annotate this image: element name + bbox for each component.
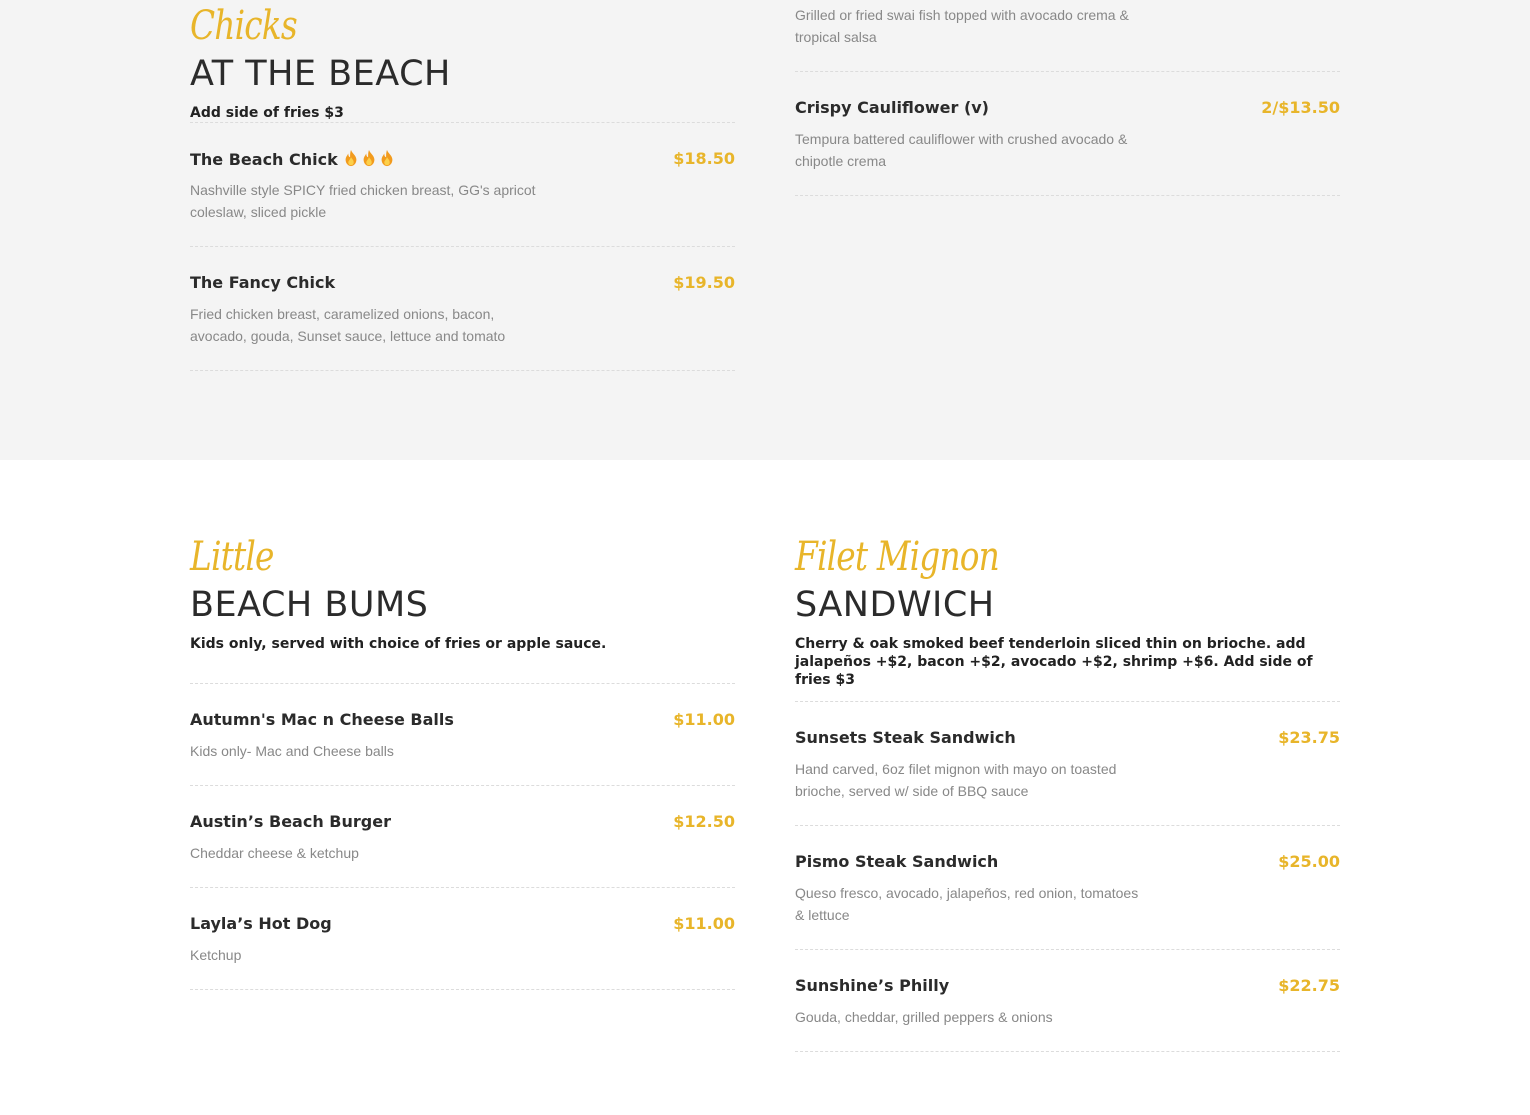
menu-item-price: $25.00: [1278, 852, 1340, 871]
menu-item-description: Hand carved, 6oz filet mignon with mayo on toasted brioche, served w/ side of BBQ sauce: [795, 761, 1117, 799]
menu-item: [795, 728, 1340, 823]
menu-section-right-top: [795, 0, 1340, 200]
divider: [795, 1051, 1340, 1052]
menu-item-description: Cheddar cheese & ketchup: [190, 845, 359, 861]
menu-section-chicks: [190, 4, 735, 374]
menu-item-price: $11.00: [673, 914, 735, 933]
menu-item-name: Sunsets Steak Sandwich: [795, 728, 1016, 747]
menu-item-price: 2/$13.50: [1261, 98, 1340, 117]
divider: [795, 71, 1340, 72]
divider: [795, 825, 1340, 826]
menu-item-name: Pismo Steak Sandwich: [795, 852, 999, 871]
divider: [190, 683, 735, 684]
menu-item-name: Sunshine’s Philly: [795, 976, 950, 995]
menu-item: [190, 914, 735, 984]
section-title: BEACH BUMS: [190, 585, 429, 625]
menu-item-name: Autumn's Mac n Cheese Balls: [190, 710, 454, 729]
fire-icon: [360, 149, 378, 167]
section-script-title: Little: [190, 534, 274, 580]
divider: [190, 370, 735, 371]
divider: [795, 701, 1340, 702]
menu-item-price: $19.50: [673, 273, 735, 292]
menu-item-description: Fried chicken breast, caramelized onions, bacon, avocado, gouda, Sunset sauce, lettuce and tomato: [190, 306, 506, 344]
menu-item-description: Grilled or fried swai fish topped with avocado crema & tropical salsa: [795, 7, 1129, 45]
menu-item: [795, 0, 1340, 64]
menu-item-name: Crispy Cauliflower (v): [795, 98, 989, 117]
menu-item-description: Ketchup: [190, 947, 242, 963]
section-title: AT THE BEACH: [190, 54, 451, 94]
section-title: SANDWICH: [795, 585, 995, 625]
menu-item: [795, 852, 1340, 947]
divider: [190, 989, 735, 990]
section-subtitle: Kids only, served with choice of fries or apple sauce.: [190, 636, 607, 652]
menu-item-description: Queso fresco, avocado, jalapeños, red onion, tomatoes & lettuce: [795, 885, 1139, 923]
section-script-title: Chicks: [190, 3, 297, 49]
menu-item: [190, 812, 735, 882]
menu-section-filet-mignon: [795, 535, 1340, 1055]
menu-item: [190, 273, 735, 368]
divider: [190, 785, 735, 786]
divider: [795, 949, 1340, 950]
menu-item: [795, 976, 1340, 1046]
section-subtitle: Add side of fries $3: [190, 105, 344, 121]
divider: [190, 887, 735, 888]
menu-item-price: $23.75: [1278, 728, 1340, 747]
menu-item: [795, 98, 1340, 193]
menu-item-description: Tempura battered cauliflower with crushed avocado & chipotle crema: [795, 131, 1128, 169]
section-subtitle: Cherry & oak smoked beef tenderloin sliced thin on brioche. add jalapeños +$2, bacon +$2, avocado +$2, shrimp +$6. Add side of fries $3: [795, 636, 1313, 688]
spicy-rating: [342, 149, 396, 172]
menu-item: [190, 710, 735, 780]
menu-item-price: $22.75: [1278, 976, 1340, 995]
menu-item-description: Kids only- Mac and Cheese balls: [190, 743, 394, 759]
menu-item-price: $12.50: [673, 812, 735, 831]
fire-icon: [378, 149, 396, 167]
section-script-title: Filet Mignon: [795, 534, 999, 580]
menu-item-price: $11.00: [673, 710, 735, 729]
menu-item-description: Nashville style SPICY fried chicken breast, GG's apricot coleslaw, sliced pickle: [190, 182, 536, 220]
divider: [190, 246, 735, 247]
menu-section-little-beach-bums: [190, 535, 735, 995]
menu-item-name: The Beach Chick: [190, 149, 396, 172]
menu-item-name: The Fancy Chick: [190, 273, 336, 292]
menu-item-name: Layla’s Hot Dog: [190, 914, 332, 933]
divider: [190, 122, 735, 123]
menu-item: [190, 149, 735, 244]
divider: [795, 195, 1340, 196]
menu-item-description: Gouda, cheddar, grilled peppers & onions: [795, 1009, 1053, 1025]
menu-item-name: Austin’s Beach Burger: [190, 812, 391, 831]
menu-item-price: $18.50: [673, 149, 735, 168]
fire-icon: [342, 149, 360, 167]
